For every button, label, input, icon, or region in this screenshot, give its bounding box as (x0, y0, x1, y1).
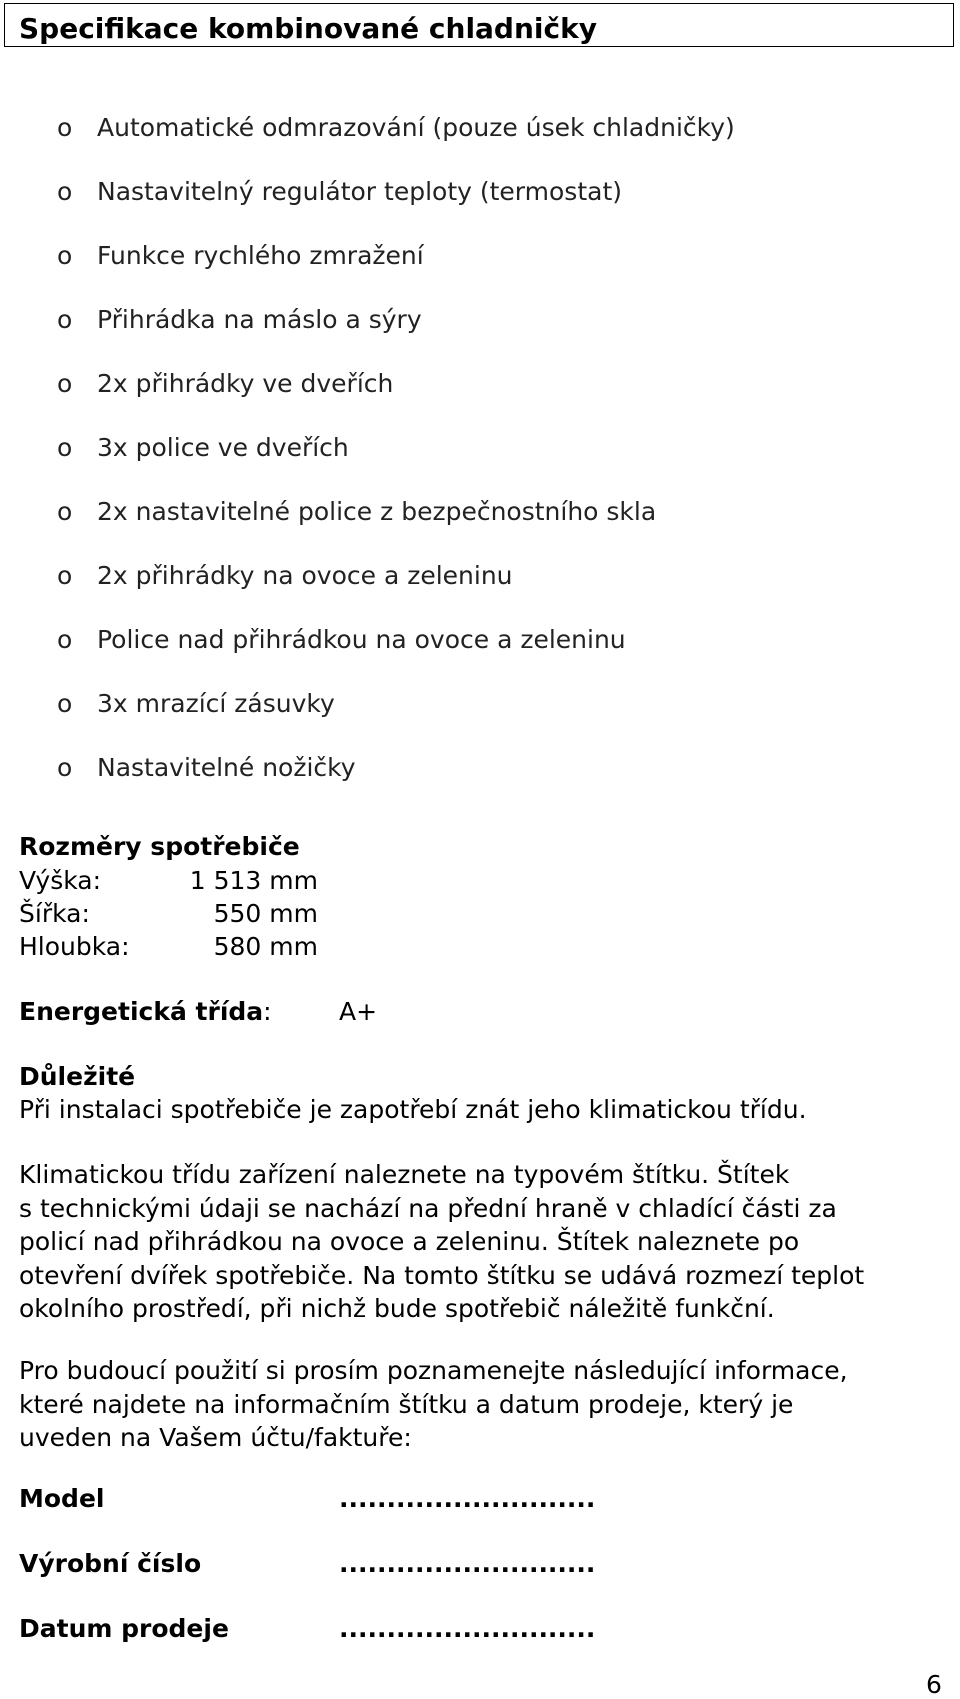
important-line: Při instalaci spotřebiče je zapotřebí znát jeho klimatickou třídu. (19, 1095, 807, 1124)
feature-item (0, 622, 960, 686)
dimensions-heading: Rozměry spotřebiče (19, 832, 300, 861)
feature-text: Police nad přihrádkou na ovoce a zeleninu (97, 625, 626, 654)
energy-class-colon: : (263, 997, 272, 1026)
dimension-value-width: 550 mm (213, 899, 318, 928)
paragraph-line: okolního prostředí, při nichž bude spotřebič náležitě funkční. (19, 1294, 775, 1323)
climate-paragraph (19, 1158, 939, 1326)
bullet: o (57, 113, 73, 142)
feature-item (0, 238, 960, 302)
title-box (4, 3, 954, 47)
field-label-date: Datum prodeje (19, 1614, 229, 1643)
page-title: Specifikace kombinované chladničky (19, 12, 597, 45)
paragraph-line: Klimatickou třídu zařízení naleznete na typovém štítku. Štítek (19, 1160, 790, 1189)
feature-text: Funkce rychlého zmražení (97, 241, 424, 270)
field-label-model: Model (19, 1484, 105, 1513)
bullet: o (57, 625, 73, 654)
bullet: o (57, 433, 73, 462)
feature-text: 3x mrazící zásuvky (97, 689, 335, 718)
bullet: o (57, 497, 73, 526)
paragraph-line: otevření dvířek spotřebiče. Na tomto štítku se udává rozmezí teplot (19, 1260, 865, 1290)
paragraph-line: Pro budoucí použití si prosím poznamenejte následující informace, (19, 1356, 848, 1385)
dimension-value-depth: 580 mm (213, 932, 318, 961)
bullet: o (57, 561, 73, 590)
energy-class-value: A+ (339, 997, 378, 1026)
paragraph-line: které najdete na informačním štítku a datum prodeje, který je (19, 1389, 794, 1419)
dimension-value-height: 1 513 mm (189, 866, 318, 895)
field-value-date: ........................... (339, 1614, 596, 1643)
bullet: o (57, 753, 73, 782)
feature-item (0, 686, 960, 750)
energy-class-row (19, 997, 272, 1026)
paragraph-line: uveden na Vašem účtu/faktuře: (19, 1423, 412, 1452)
field-label-serial: Výrobní číslo (19, 1549, 202, 1578)
feature-text: Nastavitelný regulátor teploty (termostat) (97, 177, 622, 206)
feature-text: Automatické odmrazování (pouze úsek chladničky) (97, 113, 735, 142)
feature-item (0, 558, 960, 622)
important-heading: Důležité (19, 1062, 136, 1091)
dimension-label-width: Šířka: (19, 899, 90, 928)
feature-item (0, 430, 960, 494)
bullet: o (57, 689, 73, 718)
feature-item (0, 750, 960, 814)
feature-item (0, 174, 960, 238)
feature-item (0, 110, 960, 174)
paragraph-line: policí nad přihrádkou na ovoce a zeleninu. Štítek naleznete po (19, 1227, 800, 1256)
field-value-serial: ........................... (339, 1549, 596, 1578)
feature-text: 3x police ve dveřích (97, 433, 349, 462)
dimension-label-height: Výška: (19, 866, 102, 895)
bullet: o (57, 305, 73, 334)
page-number: 6 (926, 1670, 942, 1699)
bullet: o (57, 241, 73, 270)
feature-item (0, 302, 960, 366)
feature-text: Přihrádka na máslo a sýry (97, 305, 422, 334)
future-paragraph (19, 1354, 939, 1455)
field-value-model: ........................... (339, 1484, 596, 1513)
feature-text: 2x přihrádky na ovoce a zeleninu (97, 561, 513, 590)
paragraph-line: s technickými údaji se nachází na přední hraně v chladící části za (19, 1193, 837, 1223)
dimension-label-depth: Hloubka: (19, 932, 130, 961)
feature-list (0, 110, 960, 814)
bullet: o (57, 369, 73, 398)
bullet: o (57, 177, 73, 206)
feature-text: 2x přihrádky ve dveřích (97, 369, 394, 398)
energy-class-label: Energetická třída (19, 997, 264, 1026)
feature-item (0, 494, 960, 558)
feature-item (0, 366, 960, 430)
feature-text: 2x nastavitelné police z bezpečnostního skla (97, 497, 657, 526)
feature-text: Nastavitelné nožičky (97, 753, 356, 782)
